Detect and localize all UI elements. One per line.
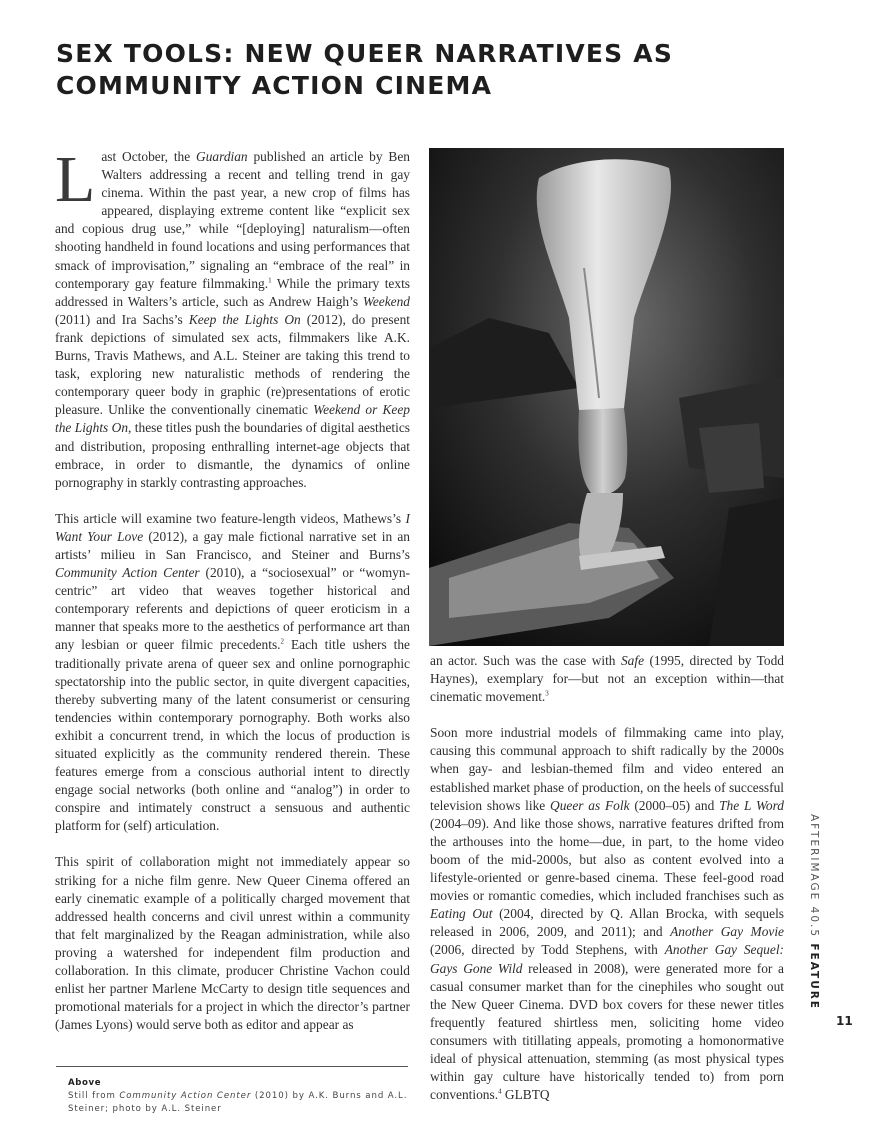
italic-run: Another Gay Sequel: Gays Gone Wild [430,942,784,976]
text-run: GLBTQ [501,1087,550,1103]
italic-run: Community Action Center [119,1091,252,1101]
text-run: an actor. Such was the case with [430,653,621,668]
section-label: FEATURE [808,943,820,1010]
text-run: Each title ushers the traditionally private arena of queer sex and online pornographic spectatorship into the public sector, in quite divergent capacities, thereby subverting many of the latent consumerist or censuring tendencies within contemporary pornography. Both works also exhibit a concurrent trend, in which the locus of production is situated explicitly as the community rendered therein. These features emerge from a conscious authorial intent to directly engage social networks (both online and “analog”) in order to conspire and intimately construct a sensuous and authentic platform for (self) articulation. [55,637,410,834]
photo-caption [68,1077,408,1116]
running-header [804,814,820,1010]
footnote-ref: 3 [545,689,549,698]
italic-run: Queer as Folk [550,797,630,813]
italic-run: Weekend [362,293,410,309]
paragraph-4 [430,652,784,706]
paragraph-5 [430,724,784,1104]
italic-run: The L Word [719,797,784,813]
article-photo [429,148,784,646]
article-title: SEX TOOLS: NEW QUEER NARRATIVES AS COMMUNITY ACTION CINEMA [56,39,674,100]
footnote-ref: 4 [498,1087,502,1096]
italic-run: Guardian [196,149,248,164]
text-run: (2011) and Ira Sachs’s [55,311,189,327]
left-column [55,143,411,1052]
footnote-ref: 1 [268,276,272,285]
paragraph-2 [55,510,410,836]
paragraph-1-text [55,143,411,490]
right-column [430,652,784,1122]
caption-divider [56,1066,408,1067]
text-run: This article will examine two feature-length videos, Mathews’s [55,510,406,526]
text-run: , these titles push the boundaries of digital aesthetics and distribution, proposing enthralling internet-age objects that embrace, in order to dismantle, the dynamics of online pornography in starkly contrasting approaches. [55,420,410,490]
journal-name: AFTERIMAGE 40.5 [808,814,820,944]
photo-image [429,148,784,646]
text-run: (1995, directed by Todd Haynes), exemplary for—but not an exception within—that cinematic movement. [430,653,784,705]
text-run: (2004, directed by Q. Allan Brocka, with sequels released in 2006, 2009, and 2011); and [430,906,785,940]
italic-run: Another Gay Movie [670,924,784,940]
text-run: While the primary texts addressed in Walters’s article, such as Andrew Haigh’s [55,275,411,309]
caption-heading: Above [68,1078,102,1088]
paragraph-1 [55,143,411,492]
text-run: published an article by Ben Walters addressing a recent and telling trend in gay cinema. Within the past year, a new crop of films has appeared, displaying extreme content like “explicit sex and copious drug use,” while “[deploying] naturalism—often shooting handheld in found locations and using performances that smack of improvisation,” signaling an “embrace of the real” in contemporary gay feature filmmaking. [55,149,410,291]
italic-run: Weekend or Keep the Lights On [55,402,410,436]
text-run: Soon more industrial models of filmmaking came into play, causing this communal approach to shift radically by the 2000s when gay- and lesbian-themed film and video entered an established market phase of production, on the heels of successful television shows like [430,725,784,813]
paragraph-3 [55,853,410,1034]
text-run: Still from [68,1091,120,1101]
italic-run: Safe [620,653,645,668]
text-run: (2006, directed by Todd Stephens, with [430,942,665,958]
italic-run: Keep the Lights On [188,311,301,327]
italic-run: I Want Your Love [55,510,410,544]
text-run: (2012), a gay male fictional narrative set in an artists’ milieu in San Francisco, and Steiner and Burns’s [55,528,410,562]
text-run: (2010) by A.K. Burns and A.L. Steiner; photo by A.L. Steiner [68,1091,408,1114]
text-run: (2012), do present frank depictions of simulated sex acts, filmmakers like A.K. Burns, Travis Mathews, and A.L. Steiner are taking this trend to task, exploring new naturalistic methods of rendering the contemporary queer body in graphic (re)presentations of erotic pleasure. Unlike the conventionally cinematic [55,311,410,418]
text-run: This spirit of collaboration might not immediately appear so striking for a niche film genre. New Queer Cinema offered an early cinematic example of a politically charged movement that addressed health concerns and civil unrest within a community that felt marginalized by the Reagan administration, while also proving a watershed for independent film production and collaboration. In this climate, producer Christine Vachon could enlist her partner Marlene McCarty to design title sequences and promotional materials for a project in which the director’s partner (James Lyons) would serve both as editor and appear as [55,854,410,1033]
footnote-ref: 2 [280,637,284,646]
italic-run: Eating Out [430,906,493,922]
text-run: (2000–05) and [629,797,720,813]
text-run: ast October, the [101,149,197,164]
text-run: (2004–09). And like those shows, narrative features drifted from the arthouses into the home—due, in part, to the home video boom of the mid-2000s, but also as content evolved into a lifestyle-oriented or genre-based cinema. These feel-good road movies or romantic comedies, which included franchises such as [430,815,784,904]
caption-text [68,1090,408,1116]
italic-run: Community Action Center [55,565,200,581]
drop-cap: L [55,143,96,216]
text-run: (2010), a “sociosexual” or “womyn-centric” art video that weaves together historical and contemporary referents and depictions of queer eroticism in a manner that speaks more to the aesthetics of performance art than any lesbian or queer filmic precedents. [55,565,410,653]
page-number: 11 [836,1014,853,1028]
text-run: released in 2008), were generated more for a casual consumer market than for the cinephiles who sought out the New Queer Cinema. DVD box covers for these newer titles frequently featured shirtless men, soliciting home video consumers with titillating appeals, promoting a homonormative ideal of physical attenuation, stemming (as most physical types within gay culture have historically tended to) from porn conventions. [430,960,784,1103]
